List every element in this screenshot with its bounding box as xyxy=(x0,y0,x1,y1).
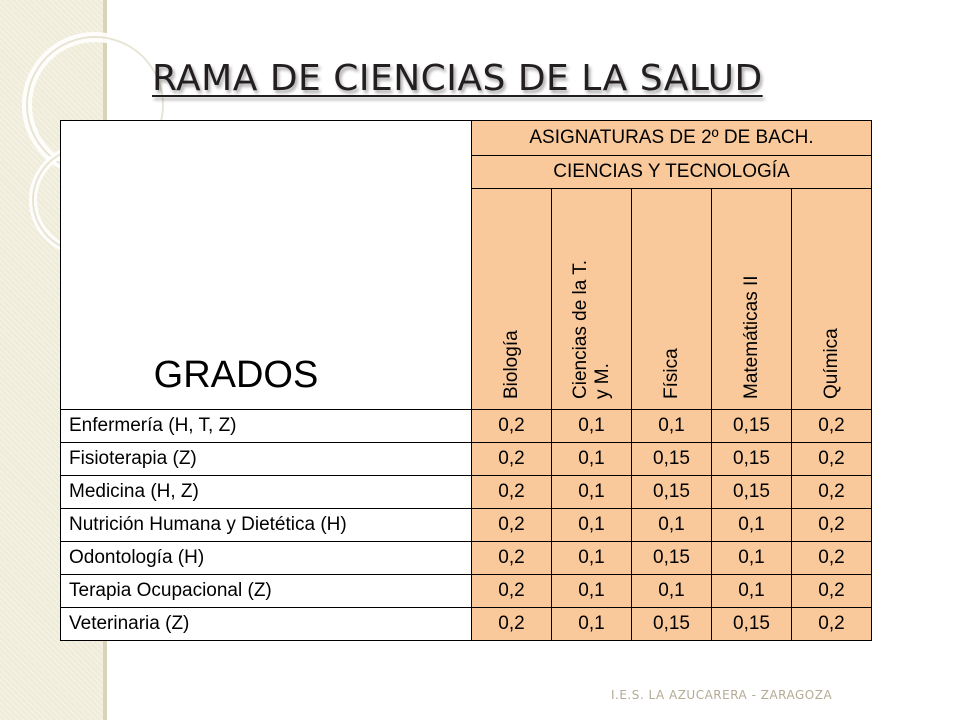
page-title: RAMA DE CIENCIAS DE LA SALUD xyxy=(152,58,763,99)
weight-value-cell: 0,15 xyxy=(712,410,792,443)
subject-header-cell xyxy=(552,189,632,410)
weight-value-cell: 0,15 xyxy=(632,476,712,509)
weight-value-cell: 0,2 xyxy=(472,542,552,575)
table-row xyxy=(61,443,872,476)
weight-value-cell: 0,15 xyxy=(712,443,792,476)
weight-value-cell: 0,1 xyxy=(712,542,792,575)
weight-value-cell: 0,2 xyxy=(792,542,872,575)
weight-value-cell: 0,15 xyxy=(712,476,792,509)
weight-value-cell: 0,2 xyxy=(472,575,552,608)
weight-value-cell: 0,2 xyxy=(472,410,552,443)
weight-value-cell: 0,1 xyxy=(632,410,712,443)
weight-value-cell: 0,2 xyxy=(472,476,552,509)
footer-text: I.E.S. LA AZUCARERA - ZARAGOZA xyxy=(611,688,833,702)
subject-header-label: Biología xyxy=(500,330,522,399)
weight-value-cell: 0,15 xyxy=(712,608,792,641)
subject-header-label: Física xyxy=(660,348,682,399)
subject-header-label: Química xyxy=(820,328,842,399)
weight-value-cell: 0,15 xyxy=(632,443,712,476)
subject-header-cell xyxy=(632,189,712,410)
weight-value-cell: 0,2 xyxy=(472,509,552,542)
subject-header-cell xyxy=(792,189,872,410)
degree-name-cell: Medicina (H, Z) xyxy=(61,476,472,509)
table-row xyxy=(61,608,872,641)
weight-value-cell: 0,2 xyxy=(792,410,872,443)
table-row xyxy=(61,575,872,608)
degree-name-cell: Nutrición Humana y Dietética (H) xyxy=(61,509,472,542)
subjects-header: ASIGNATURAS DE 2º DE BACH. xyxy=(472,121,872,156)
weight-value-cell: 0,1 xyxy=(552,608,632,641)
weight-value-cell: 0,2 xyxy=(472,443,552,476)
weight-value-cell: 0,1 xyxy=(552,575,632,608)
grados-header-cell xyxy=(61,121,472,410)
weight-value-cell: 0,1 xyxy=(632,509,712,542)
weight-value-cell: 0,2 xyxy=(792,509,872,542)
weight-value-cell: 0,2 xyxy=(792,608,872,641)
weight-value-cell: 0,2 xyxy=(792,476,872,509)
weight-value-cell: 0,1 xyxy=(712,509,792,542)
grados-label: GRADOS xyxy=(153,354,319,396)
degree-name-cell: Enfermería (H, T, Z) xyxy=(61,410,472,443)
weight-value-cell: 0,2 xyxy=(472,608,552,641)
subject-header-cell xyxy=(472,189,552,410)
degree-name-cell: Terapia Ocupacional (Z) xyxy=(61,575,472,608)
weight-value-cell: 0,1 xyxy=(552,476,632,509)
weight-value-cell: 0,15 xyxy=(632,542,712,575)
subject-header-cell xyxy=(712,189,792,410)
weight-value-cell: 0,1 xyxy=(552,443,632,476)
weight-value-cell: 0,15 xyxy=(632,608,712,641)
subject-header-label: Ciencias de la T. y M. xyxy=(569,259,613,399)
subject-header-label: Matemáticas II xyxy=(740,275,762,399)
subjects-subheader: CIENCIAS Y TECNOLOGÍA xyxy=(472,156,872,189)
table-row xyxy=(61,410,872,443)
weight-value-cell: 0,1 xyxy=(632,575,712,608)
grades-table xyxy=(60,120,872,641)
degree-name-cell: Odontología (H) xyxy=(61,542,472,575)
weight-value-cell: 0,2 xyxy=(792,443,872,476)
weight-value-cell: 0,1 xyxy=(552,509,632,542)
weight-value-cell: 0,2 xyxy=(792,575,872,608)
degree-name-cell: Veterinaria (Z) xyxy=(61,608,472,641)
weight-value-cell: 0,1 xyxy=(552,542,632,575)
weight-value-cell: 0,1 xyxy=(712,575,792,608)
weight-value-cell: 0,1 xyxy=(552,410,632,443)
degree-name-cell: Fisioterapia (Z) xyxy=(61,443,472,476)
table-row xyxy=(61,476,872,509)
table-row xyxy=(61,542,872,575)
table-row xyxy=(61,509,872,542)
